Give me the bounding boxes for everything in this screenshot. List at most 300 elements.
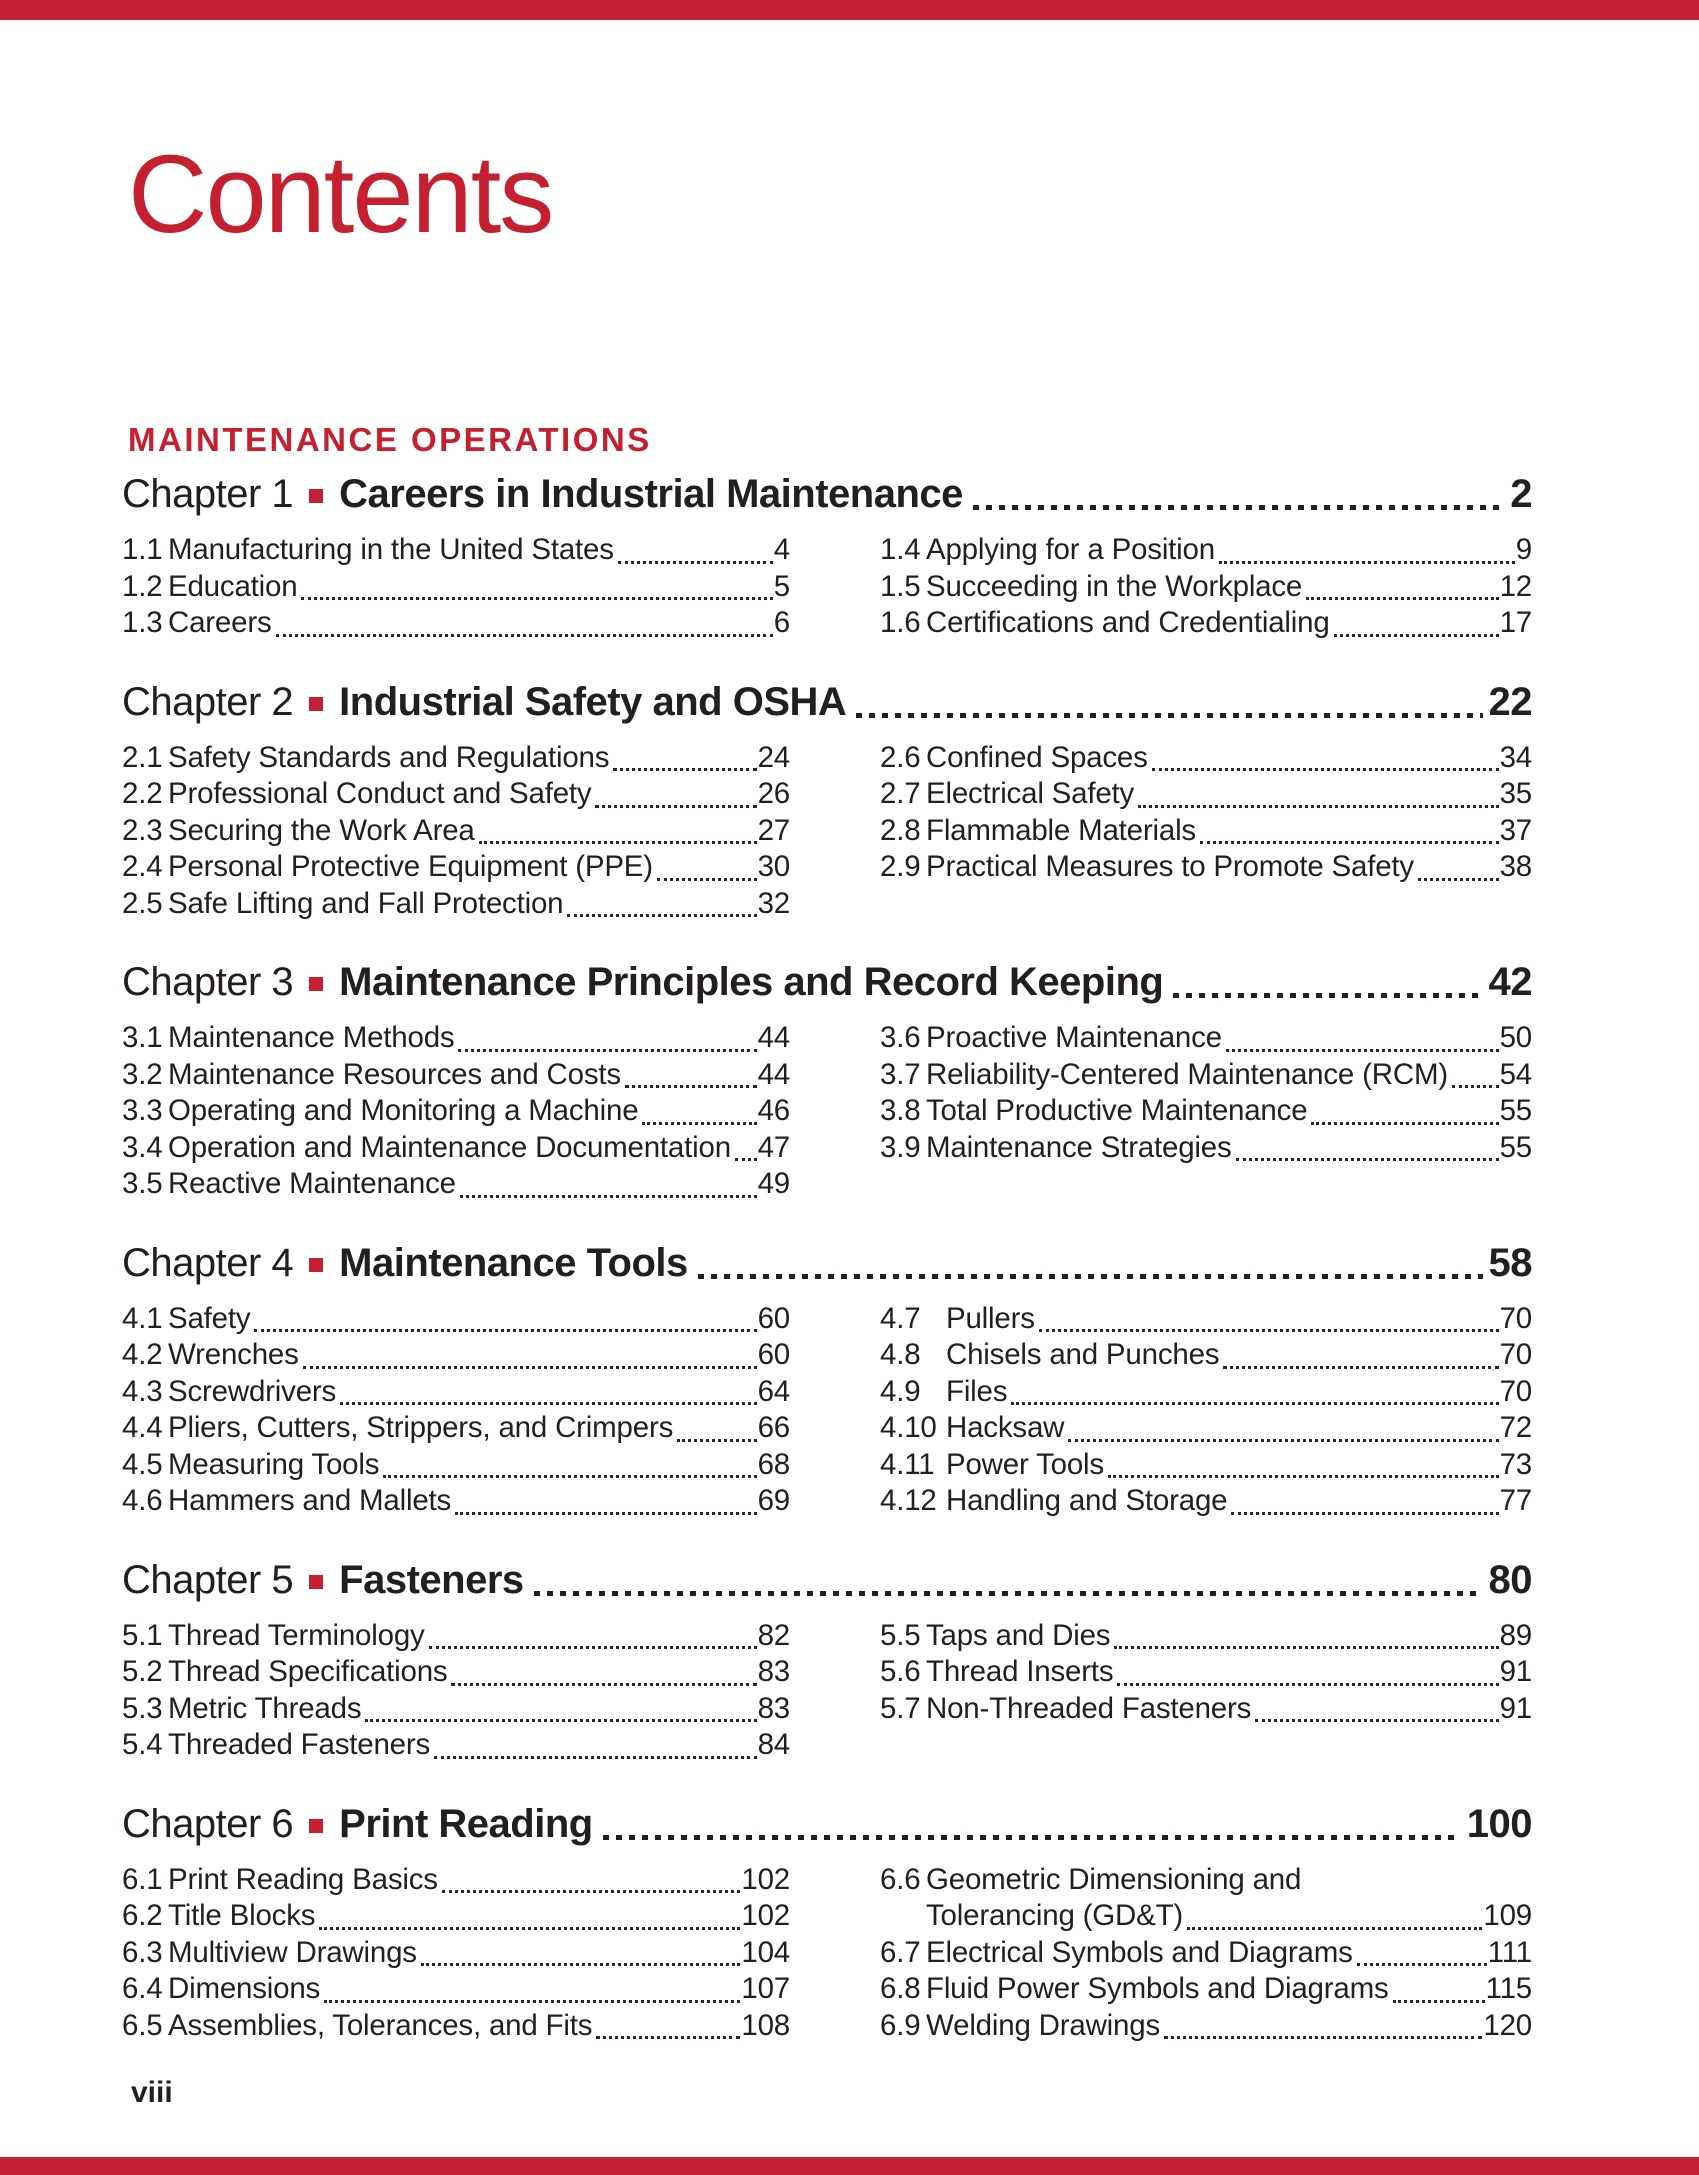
section-title: Total Productive Maintenance [926,1094,1308,1127]
toc-entry [122,569,790,606]
chapter-title: Careers in Industrial Maintenance [339,472,963,516]
section-title: Hammers and Mallets [168,1484,452,1517]
chapter-heading-row [122,1556,1532,1604]
section-number: 6.8 [880,1972,921,2005]
toc-entry [122,2008,790,2045]
section-title: Pullers [946,1301,1035,1335]
section-page-number: 108 [741,2008,790,2042]
toc-entry [122,1301,790,1338]
toc-entry [122,532,790,569]
dot-leader [1039,1329,1499,1332]
dot-leader [1117,1683,1498,1686]
section-page-number: 66 [757,1411,790,1444]
section-number: 6.9 [880,2008,921,2042]
chapter-block [122,1239,1532,1520]
dot-leader [698,1274,1483,1279]
part-heading: MAINTENANCE OPERATIONS [128,421,652,458]
section-title: Print Reading Basics [168,1862,438,1896]
toc-entry [880,532,1532,569]
section-page-number: 60 [757,1338,790,1371]
section-page-number: 55 [1499,1130,1532,1164]
toc-entry [122,1935,790,1972]
toc-entry [880,1654,1532,1691]
dot-leader [455,1512,756,1515]
toc-entry [122,886,790,923]
chapter-page-number: 22 [1488,679,1532,724]
section-title: Hacksaw [946,1411,1065,1444]
toc-entry [122,1447,790,1484]
section-number: 5.3 [122,1691,163,1725]
section-title: Flammable Materials [926,813,1196,847]
section-page-number: 102 [741,1862,790,1896]
section-number: 1.2 [122,569,163,603]
section-number: 5.2 [122,1655,163,1688]
toc-entry [122,740,790,777]
toc-entry [880,1093,1532,1130]
section-number: 6.5 [122,2008,163,2042]
section-number: 2.2 [122,777,163,810]
toc-entry [122,1410,790,1447]
section-number: 2.9 [880,850,921,883]
section-number: 4.8 [880,1338,921,1371]
dot-leader [442,1890,741,1893]
section-number: 6.3 [122,1935,163,1969]
dot-leader [1138,805,1498,808]
section-number: 3.5 [122,1167,163,1200]
toc-entry [122,1654,790,1691]
section-title: Maintenance Resources and Costs [168,1057,621,1091]
red-square-bullet-icon [309,489,323,503]
toc-entry [880,605,1532,642]
chapter-block [122,958,1532,1203]
section-page-number: 46 [757,1094,790,1127]
toc-entry [880,1862,1532,1899]
toc-entry [880,1935,1532,1972]
dot-leader [625,1085,757,1088]
section-title: Safety [168,1301,251,1335]
section-number: 3.1 [122,1021,163,1054]
chapter-label: Chapter 1 [122,472,294,516]
sections-right-column [880,1862,1532,2045]
toc-entry [880,849,1532,886]
toc-entry [122,1337,790,1374]
toc-entry [122,813,790,850]
section-page-number: 77 [1499,1484,1532,1517]
red-square-bullet-icon [309,1258,323,1272]
section-page-number: 34 [1499,740,1532,774]
section-title: Careers [168,606,272,639]
section-page-number: 64 [757,1374,790,1408]
dot-leader [1223,1366,1498,1369]
section-page-number: 50 [1499,1021,1532,1054]
section-number: 6.4 [122,1972,163,2005]
section-page-number: 60 [757,1301,790,1335]
section-title: Thread Specifications [168,1655,448,1688]
dot-leader [1164,2036,1482,2039]
section-title: Succeeding in the Workplace [926,569,1303,603]
section-title: Handling and Storage [946,1484,1228,1517]
dot-leader [1187,1927,1482,1930]
dot-leader [1311,1122,1498,1125]
section-title: Dimensions [168,1972,321,2005]
chapter-label: Chapter 5 [122,1557,294,1602]
dot-leader [460,1195,757,1198]
dot-leader [1418,878,1499,881]
chapter-title: Fasteners [339,1557,524,1602]
section-number: 6.6 [880,1862,921,1896]
section-title: Proactive Maintenance [926,1021,1222,1054]
toc-entry [122,1057,790,1094]
chapter-page-number: 42 [1488,960,1532,1004]
toc-entry [122,1971,790,2008]
dot-leader [856,713,1482,718]
section-page-number: 102 [741,1899,790,1932]
section-title: Electrical Symbols and Diagrams [926,1935,1353,1969]
section-title: Maintenance Strategies [926,1130,1232,1164]
chapter-heading-row [122,1800,1532,1848]
chapter-title: Industrial Safety and OSHA [339,679,847,724]
section-title: Tolerancing (GD&T) [926,1899,1184,1932]
toc-entry [880,813,1532,850]
toc-entry [880,776,1532,813]
section-page-number: 44 [757,1021,790,1054]
dot-leader [340,1402,757,1405]
dot-leader [657,878,757,881]
dot-leader [479,841,757,844]
dot-leader [324,2000,740,2003]
section-title: Practical Measures to Promote Safety [926,850,1414,883]
section-page-number: 70 [1499,1301,1532,1335]
toc-entry [880,1410,1532,1447]
toc-entry [122,605,790,642]
chapter-block [122,1556,1532,1764]
dot-leader [596,2036,740,2039]
section-title: Metric Threads [168,1691,362,1725]
section-page-number: 107 [741,1972,790,2005]
chapter-label: Chapter 4 [122,1240,294,1285]
dot-leader [1219,561,1515,564]
sections-left-column [122,1020,790,1203]
section-number: 3.6 [880,1021,921,1054]
dot-leader [301,597,772,600]
section-title: Pliers, Cutters, Strippers, and Crimpers [168,1411,674,1444]
section-title: Professional Conduct and Safety [168,777,592,810]
toc-entry [122,1093,790,1130]
section-page-number: 32 [757,886,790,920]
dot-leader [1226,1049,1499,1052]
section-number: 4.9 [880,1374,921,1408]
section-columns [122,740,1532,923]
chapter-heading-row [122,678,1532,726]
toc-entry [880,1130,1532,1167]
section-number: 6.2 [122,1899,163,1932]
section-page-number: 44 [757,1057,790,1091]
section-page-number: 91 [1499,1655,1532,1688]
red-square-bullet-icon [309,1819,323,1833]
chapter-page-number: 100 [1466,1801,1532,1846]
section-page-number: 104 [741,1935,790,1969]
section-title: Taps and Dies [926,1618,1111,1652]
section-number: 1.4 [880,533,921,566]
dot-leader [603,1835,1461,1840]
section-page-number: 12 [1499,569,1532,603]
section-page-number: 111 [1487,1935,1532,1969]
section-title: Electrical Safety [926,777,1135,810]
section-number: 2.3 [122,813,163,847]
toc-entry [122,1727,790,1764]
section-page-number: 83 [757,1691,790,1725]
section-title: Applying for a Position [926,533,1215,566]
toc-entry [880,1337,1532,1374]
section-title: Fluid Power Symbols and Diagrams [926,1972,1389,2005]
dot-leader [973,505,1504,510]
top-red-band [0,0,1699,20]
section-title: Securing the Work Area [168,813,475,847]
section-number: 2.1 [122,740,163,774]
section-page-number: 27 [757,813,790,847]
section-number: 5.5 [880,1618,921,1652]
section-title: Confined Spaces [926,740,1148,774]
toc-entry [880,1020,1532,1057]
dot-leader [276,634,773,637]
toc-entry [880,740,1532,777]
dot-leader [365,1719,756,1722]
section-page-number: 91 [1499,1691,1532,1725]
section-number: 5.1 [122,1618,163,1652]
section-columns [122,1301,1532,1520]
section-page-number: 83 [757,1655,790,1688]
section-number: 4.12 [880,1484,937,1517]
dot-leader [458,1049,756,1052]
dot-leader [1393,2000,1485,2003]
chapter-page-number: 58 [1488,1240,1532,1285]
section-page-number: 55 [1499,1094,1532,1127]
section-number: 1.6 [880,606,921,639]
section-number: 1.5 [880,569,921,603]
section-number: 6.7 [880,1935,921,1969]
toc-entry [880,569,1532,606]
sections-right-column [880,1618,1532,1764]
section-title: Safety Standards and Regulations [168,740,610,774]
dot-leader [1200,841,1499,844]
section-title: Screwdrivers [168,1374,337,1408]
toc-entry [122,1130,790,1167]
section-title: Geometric Dimensioning and [926,1862,1302,1896]
toc-entry [122,1691,790,1728]
dot-leader [421,1963,741,1966]
chapter-block [122,1800,1532,2045]
chapter-title: Maintenance Principles and Record Keeping [339,960,1164,1004]
chapter-block [122,678,1532,923]
sections-left-column [122,1301,790,1520]
dot-leader [1236,1158,1499,1161]
dot-leader [677,1439,756,1442]
dot-leader [1011,1402,1498,1405]
chapter-page-number: 2 [1510,472,1532,516]
section-number: 4.5 [122,1447,163,1481]
section-page-number: 82 [757,1618,790,1652]
section-title: Certifications and Credentialing [926,606,1330,639]
dot-leader [618,561,773,564]
dot-leader [303,1366,757,1369]
sections-left-column [122,532,790,642]
section-page-number: 68 [757,1447,790,1481]
section-title: Assemblies, Tolerances, and Fits [168,2008,593,2042]
toc-entry [880,1374,1532,1411]
section-page-number: 72 [1499,1411,1532,1444]
toc-entry [122,1374,790,1411]
chapter-label: Chapter 2 [122,679,294,724]
section-number: 2.7 [880,777,921,810]
toc-entry [122,1618,790,1655]
section-page-number: 6 [773,606,790,639]
section-number: 5.6 [880,1655,921,1688]
section-page-number: 69 [757,1484,790,1517]
toc-entry [880,1971,1532,2008]
section-page-number: 54 [1499,1057,1532,1091]
section-title: Education [168,569,298,603]
section-number: 6.1 [122,1862,163,1896]
section-page-number: 120 [1483,2008,1532,2042]
section-number: 4.7 [880,1301,921,1335]
section-number: 2.4 [122,850,163,883]
dot-leader [383,1475,756,1478]
toc-entry [122,849,790,886]
section-title: Maintenance Methods [168,1021,455,1054]
sections-right-column [880,1301,1532,1520]
section-columns [122,1862,1532,2045]
chapter-list [122,470,1532,2044]
section-page-number: 89 [1499,1618,1532,1652]
toc-entry [122,1166,790,1203]
chapter-page-number: 80 [1488,1557,1532,1602]
section-page-number: 24 [757,740,790,774]
toc-entry [122,1483,790,1520]
section-page-number: 9 [1515,533,1532,566]
dot-leader [1108,1475,1499,1478]
section-title: Non-Threaded Fasteners [926,1691,1252,1725]
dot-leader [429,1646,757,1649]
dot-leader [534,1591,1483,1596]
section-number: 3.2 [122,1057,163,1091]
dot-leader [1334,634,1499,637]
section-title: Thread Terminology [168,1618,425,1652]
section-number: 3.3 [122,1094,163,1127]
section-number: 3.9 [880,1130,921,1164]
toc-entry [880,1301,1532,1338]
section-page-number: 70 [1499,1374,1532,1408]
dot-leader [1114,1646,1498,1649]
section-title: Threaded Fasteners [168,1728,431,1761]
toc-entry [122,1862,790,1899]
dot-leader [735,1158,757,1161]
section-number: 1.1 [122,533,163,566]
dot-leader [254,1329,756,1332]
toc-entry [122,1898,790,1935]
section-columns [122,1618,1532,1764]
toc-entry [122,1020,790,1057]
section-number: 2.8 [880,813,921,847]
section-number: 4.11 [880,1447,935,1481]
section-title: Personal Protective Equipment (PPE) [168,850,653,883]
section-number: 3.8 [880,1094,921,1127]
section-title: Chisels and Punches [946,1338,1220,1371]
dot-leader [1452,1085,1499,1088]
chapter-heading-row [122,470,1532,518]
section-number: 3.4 [122,1130,163,1164]
section-title: Operation and Maintenance Documentation [168,1130,731,1164]
section-number: 2.5 [122,886,163,920]
dot-leader [595,805,756,808]
section-columns [122,1020,1532,1203]
section-title: Measuring Tools [168,1447,380,1481]
section-page-number: 115 [1485,1972,1532,2005]
section-page-number: 38 [1499,850,1532,883]
bottom-red-band [0,2157,1699,2175]
chapter-title: Maintenance Tools [339,1240,688,1285]
section-page-number: 73 [1499,1447,1532,1481]
toc-entry [880,2008,1532,2045]
section-title: Title Blocks [168,1899,316,1932]
dot-leader [1231,1512,1498,1515]
sections-right-column [880,1020,1532,1203]
chapter-label: Chapter 3 [122,960,294,1004]
toc-entry [880,1618,1532,1655]
section-number: 4.2 [122,1338,163,1371]
section-title: Safe Lifting and Fall Protection [168,886,564,920]
section-page-number: 4 [773,533,790,566]
section-page-number: 35 [1499,777,1532,810]
section-page-number: 109 [1483,1899,1532,1932]
toc-entry [880,1447,1532,1484]
sections-right-column [880,532,1532,642]
section-number: 4.6 [122,1484,163,1517]
section-page-number: 30 [757,850,790,883]
section-number: 4.3 [122,1374,163,1408]
toc-entry [880,1691,1532,1728]
dot-leader [613,768,756,771]
section-title: Welding Drawings [926,2008,1160,2042]
dot-leader [1306,597,1498,600]
chapter-heading-row [122,1239,1532,1287]
chapter-label: Chapter 6 [122,1801,294,1846]
section-number: 5.7 [880,1691,921,1725]
section-columns [122,532,1532,642]
section-number: 4.4 [122,1411,163,1444]
dot-leader [567,914,756,917]
dot-leader [319,1927,740,1930]
section-page-number: 49 [757,1167,790,1200]
sections-left-column [122,1618,790,1764]
dot-leader [451,1683,756,1686]
red-square-bullet-icon [309,977,323,991]
folio-page-number: viii [131,2076,173,2109]
chapter-heading-row [122,958,1532,1006]
dot-leader [434,1756,757,1759]
dot-leader [1357,1963,1487,1966]
toc-entry [880,1483,1532,1520]
section-page-number: 17 [1499,606,1532,639]
section-title: Thread Inserts [926,1655,1114,1688]
dot-leader [1152,768,1499,771]
section-number: 2.6 [880,740,921,774]
chapter-title: Print Reading [339,1801,593,1846]
dot-leader [1255,1719,1498,1722]
section-page-number: 37 [1499,813,1532,847]
section-title: Reactive Maintenance [168,1167,456,1200]
section-number: 3.7 [880,1057,921,1091]
section-number: 5.4 [122,1728,163,1761]
